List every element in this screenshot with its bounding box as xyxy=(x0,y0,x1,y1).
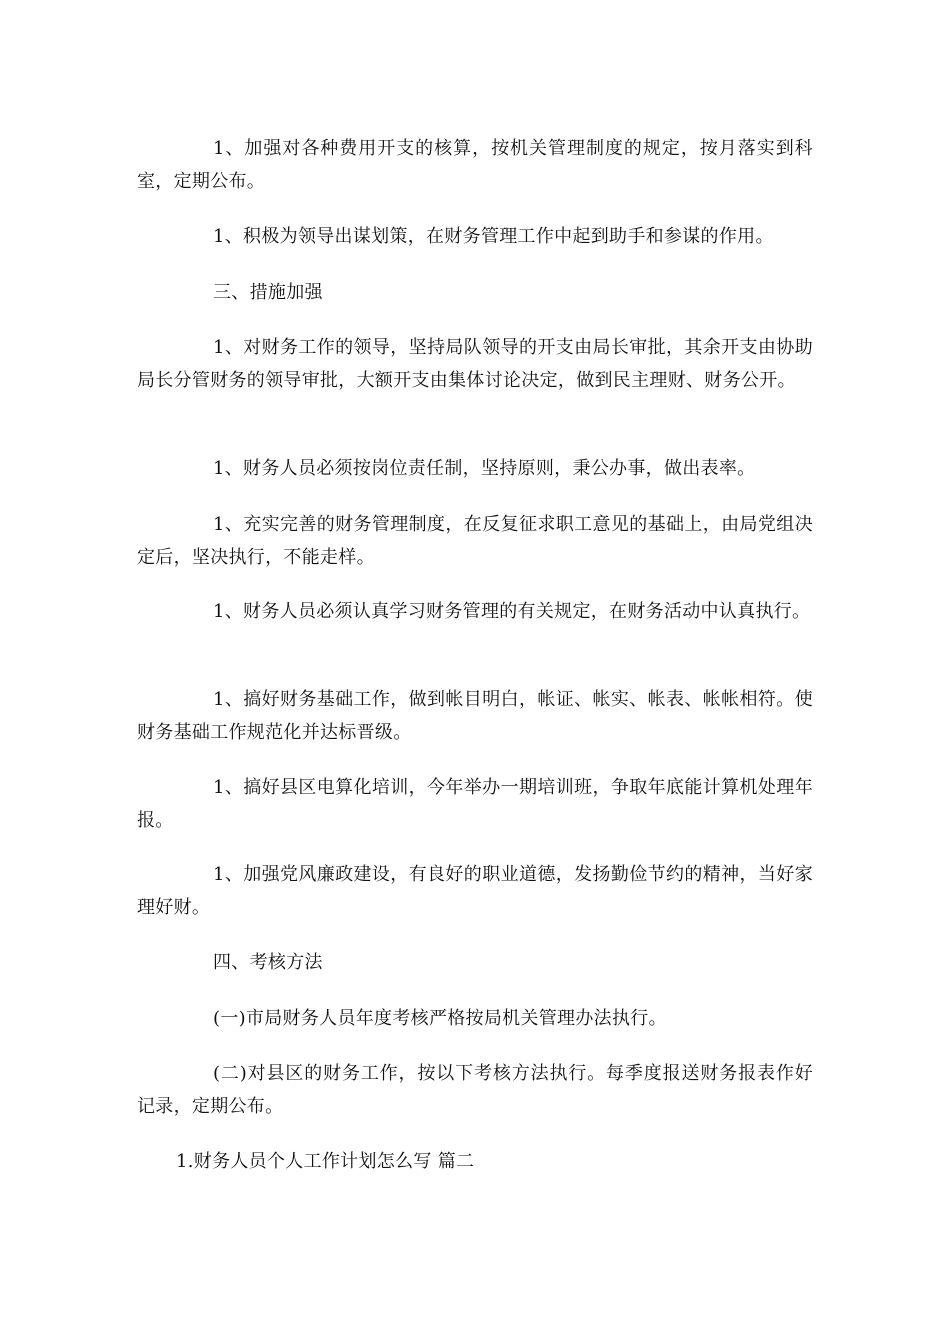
paragraph-job-responsibility: 1、财务人员必须按岗位责任制，坚持原则，秉公办事，做出表率。 xyxy=(213,458,756,479)
paragraph-study-regulations: 1、财务人员必须认真学习财务管理的有关规定，在财务活动中认真执行。 xyxy=(213,601,811,622)
paragraph-integrity: 1、加强党风廉政建设，有良好的职业道德，发扬勤俭节约的精神，当好家理好财。 xyxy=(137,864,813,918)
heading-measures: 三、措施加强 xyxy=(213,282,323,303)
paragraph-management-system: 1、充实完善的财务管理制度，在反复征求职工意见的基础上，由局党组决定后，坚决执行，不能走样。 xyxy=(137,514,813,568)
paragraph-computer-training: 1、搞好县区电算化培训，今年举办一期培训班，争取年底能计算机处理年报。 xyxy=(137,777,813,831)
paragraph-advise-leadership: 1、积极为领导出谋划策，在财务管理工作中起到助手和参谋的作用。 xyxy=(213,226,774,247)
paragraph-county-assessment: (二)对县区的财务工作，按以下考核方法执行。每季度报送财务报表作好记录，定期公布。 xyxy=(137,1063,813,1117)
heading-assessment-method: 四、考核方法 xyxy=(213,952,323,973)
section-title: 1.财务人员个人工作计划怎么写 篇二 xyxy=(176,1151,475,1172)
paragraph-expense-accounting: 1、加强对各种费用开支的核算，按机关管理制度的规定，按月落实到科室，定期公布。 xyxy=(137,138,813,192)
paragraph-basic-accounting: 1、搞好财务基础工作，做到帐目明白，帐证、帐实、帐表、帐帐相符。使财务基础工作规范化并达标晋级。 xyxy=(137,689,813,743)
paragraph-financial-leadership: 1、对财务工作的领导，坚持局队领导的开支由局长审批，其余开支由协助局长分管财务的领导审批，大额开支由集体讨论决定，做到民主理财、财务公开。 xyxy=(137,337,813,391)
paragraph-annual-assessment: (一)市局财务人员年度考核严格按局机关管理办法执行。 xyxy=(213,1008,667,1029)
